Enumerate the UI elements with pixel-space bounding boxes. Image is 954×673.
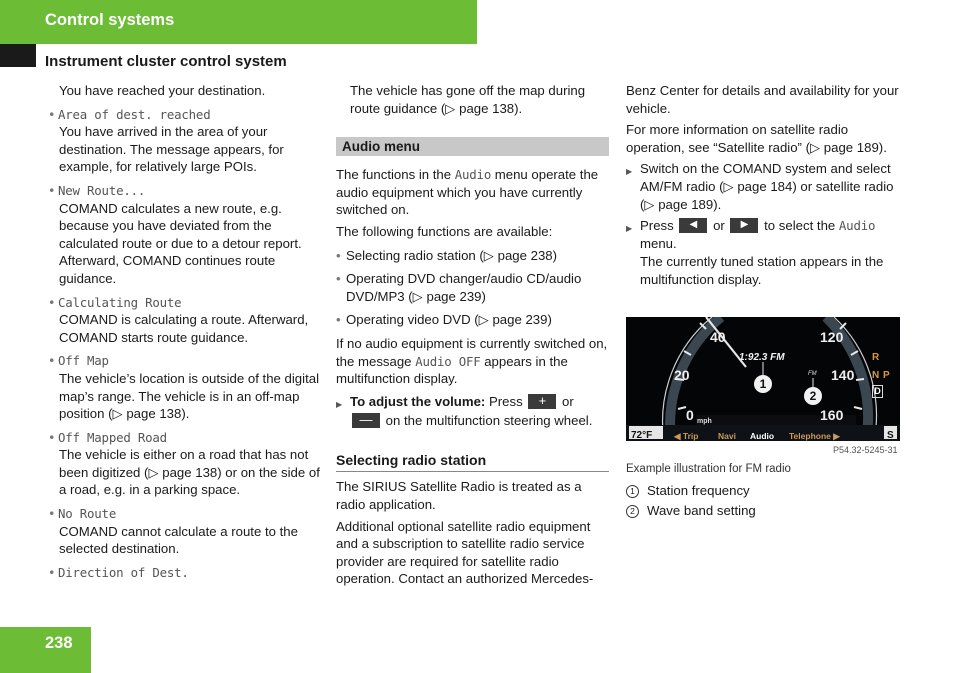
legend-number: 1 xyxy=(626,485,639,498)
page-number-badge xyxy=(0,627,91,673)
figure-reference: P54.32-5245-31 xyxy=(833,445,898,455)
column-3 xyxy=(626,82,900,289)
more-info-text: For more information on satellite radio operation, see “Satellite radio” (▷ page 189). xyxy=(626,122,887,155)
gear-n: N xyxy=(872,370,880,381)
figure-caption: Example illustration for FM radio xyxy=(626,463,791,475)
message-code: • No Route xyxy=(48,505,323,523)
audio-code: Audio xyxy=(454,167,492,183)
audio-code: Audio xyxy=(838,218,876,234)
figure-caption-block xyxy=(626,461,900,520)
audio-menu-heading: Audio menu xyxy=(336,137,609,156)
left-arrow-key: ◀ xyxy=(679,218,707,233)
menu-audio: Audio xyxy=(750,431,775,441)
message-desc: COMAND is calculating a route. Afterward, COMAND starts route guidance. xyxy=(59,312,309,345)
callout-1: 1 xyxy=(759,377,767,391)
message-item xyxy=(48,429,323,499)
legend-item xyxy=(626,482,900,500)
message-desc: The vehicle’s location is outside of the digital map’s range. The vehicle is in an off-map position (▷ page 138). xyxy=(59,370,319,422)
functions-list xyxy=(336,247,609,329)
fm-label: FM xyxy=(808,371,817,377)
function-item: • Operating video DVD (▷ page 239) xyxy=(336,311,609,329)
message-code: • Calculating Route xyxy=(48,294,323,312)
message-code: • Area of dest. reached xyxy=(48,106,323,124)
message-code: • Direction of Dest. xyxy=(48,564,323,582)
audio-intro: The functions in the Audio menu operate the audio equipment which you have currently switched on. xyxy=(336,167,599,218)
message-item xyxy=(48,564,323,582)
mph-unit: mph xyxy=(697,418,712,425)
speed-label: 120 xyxy=(820,329,844,345)
message-desc: You have arrived in the area of your destination. The message appears, for example, for relatively large POIs. xyxy=(59,124,284,175)
speed-label: 0 xyxy=(686,407,694,423)
message-item xyxy=(48,352,323,422)
step-2: ▶ Press ◀ or ▶ to select the Audio menu. The currently tuned station appears in the multifunction display. xyxy=(626,217,900,289)
station-frequency: 1:92.3 FM xyxy=(739,352,785,363)
column-1 xyxy=(48,82,323,581)
section-title: Instrument cluster control system xyxy=(45,53,287,70)
volume-down-key: — xyxy=(352,413,380,428)
volume-up-key: + xyxy=(528,394,556,409)
chapter-title: Control systems xyxy=(45,11,175,29)
sirius-text: The SIRIUS Satellite Radio is treated as a radio application. xyxy=(336,479,582,512)
message-code: • Off Map xyxy=(48,352,323,370)
message-code: • Off Mapped Road xyxy=(48,429,323,447)
intro-text: You have reached your destination. xyxy=(59,83,266,98)
no-audio-text: If no audio equipment is currently switched on, the message Audio OFF appears in the multifunction display. xyxy=(336,335,608,387)
volume-instruction: ▶ To adjust the volume: Press + or — on the multifunction steering wheel. xyxy=(336,392,609,430)
speed-label: 140 xyxy=(831,367,855,383)
audio-off-code: Audio OFF xyxy=(415,353,481,369)
speed-label: 160 xyxy=(820,407,844,423)
menu-trip: ◀ Trip xyxy=(674,431,699,441)
message-desc: The vehicle is either on a road that has not been digitized (▷ page 138) or on the side of a road, e.g. in a parking space. xyxy=(59,447,320,498)
section-marker xyxy=(0,44,36,67)
menu-navi: Navi xyxy=(718,431,736,441)
gear-p: P xyxy=(883,370,890,381)
message-desc: COMAND cannot calculate a route to the selected destination. xyxy=(59,523,298,557)
instrument-cluster-illustration xyxy=(626,317,900,441)
legend-item xyxy=(626,502,900,520)
message-item xyxy=(48,106,323,176)
function-item: • Selecting radio station (▷ page 238) xyxy=(336,247,609,265)
message-item xyxy=(48,294,323,347)
legend-text: Wave band setting xyxy=(647,503,756,519)
speed-label: 40 xyxy=(710,329,726,345)
column-2 xyxy=(336,82,609,588)
s-badge: S xyxy=(887,430,894,441)
menu-telephone: Telephone ▶ xyxy=(789,431,840,441)
radio-heading: Selecting radio station xyxy=(336,452,609,473)
offmap-text: The vehicle has gone off the map during route guidance (▷ page 138). xyxy=(350,83,586,116)
callout-2: 2 xyxy=(809,389,817,403)
additional-text: Additional optional satellite radio equipment and a subscription to satellite radio service provider are required for satellite radio operation. Contact an authorized Mercedes- xyxy=(336,518,594,587)
step-1: ▶ Switch on the COMAND system and select AM/FM radio (▷ page 184) or satellite radio (▷ page 189). xyxy=(626,160,900,213)
message-item xyxy=(48,182,323,288)
chapter-header-bar xyxy=(0,0,477,44)
legend-text: Station frequency xyxy=(647,482,750,498)
right-arrow-key: ▶ xyxy=(730,218,758,233)
continued-text: Benz Center for details and availability for your vehicle. xyxy=(626,83,899,116)
available-text: The following functions are available: xyxy=(336,223,553,239)
message-code: • New Route... xyxy=(48,182,323,200)
function-item: • Operating DVD changer/audio CD/audio DVD/MP3 (▷ page 239) xyxy=(336,270,609,305)
legend-number: 2 xyxy=(626,505,639,518)
speed-label: 20 xyxy=(674,367,690,383)
gear-d: D xyxy=(872,385,883,398)
message-desc: COMAND calculates a new route, e.g. because you have deviated from the calculated route or due to a detour report. Afterward, COMAND continues route guidance. xyxy=(59,200,302,286)
gear-r: R xyxy=(872,352,880,363)
message-item xyxy=(48,505,323,558)
outside-temp: 72°F xyxy=(631,430,653,441)
page-number: 238 xyxy=(45,634,73,652)
